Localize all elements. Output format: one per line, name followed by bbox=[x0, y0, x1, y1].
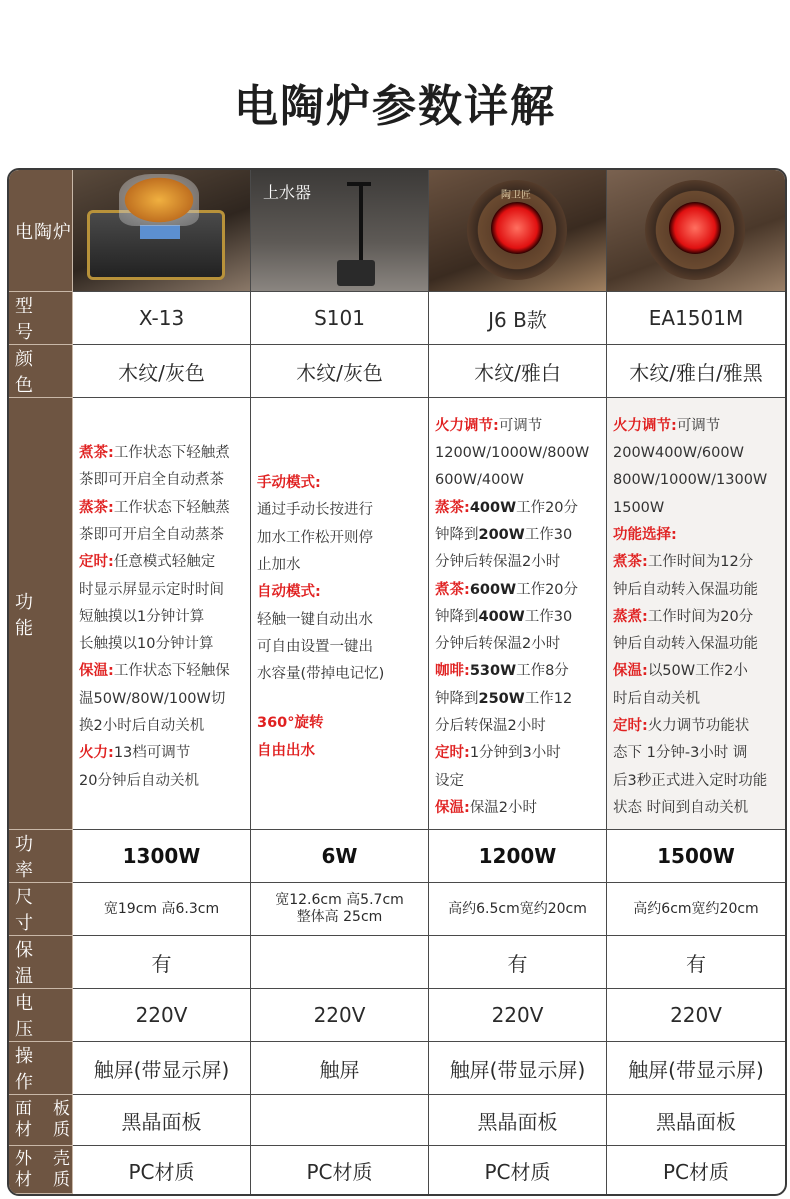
operation-cell: 触屏 bbox=[251, 1042, 429, 1095]
shell-cell: PC材质 bbox=[73, 1146, 251, 1194]
row-function bbox=[9, 398, 785, 830]
size-cell: 宽12.6cm 高5.7cm 整体高 25cm bbox=[251, 883, 429, 936]
voltage-cell: 220V bbox=[251, 989, 429, 1042]
power-cell: 6W bbox=[251, 830, 429, 883]
power-cell: 1200W bbox=[429, 830, 607, 883]
row-operation bbox=[9, 1042, 785, 1095]
product-image-1 bbox=[73, 170, 251, 292]
row-label-shell-material: 外 壳 材 质 bbox=[9, 1146, 73, 1194]
power-cell: 1300W bbox=[73, 830, 251, 883]
voltage-cell: 220V bbox=[607, 989, 785, 1042]
model-cell: EA1501M bbox=[607, 292, 785, 345]
shell-cell: PC材质 bbox=[251, 1146, 429, 1194]
row-color bbox=[9, 345, 785, 398]
function-cell: 手动模式: 通过手动长按进行 加水工作松开则停 止加水 自动模式: 轻触一键自动出水 可自由设置一键出 水容量(带掉电记忆) 360°旋转 自由出水 bbox=[251, 398, 429, 830]
row-keep-warm bbox=[9, 936, 785, 989]
page-title: 电陶炉参数详解 bbox=[234, 81, 556, 132]
row-panel-material bbox=[9, 1095, 785, 1146]
shell-cell: PC材质 bbox=[429, 1146, 607, 1194]
row-power bbox=[9, 830, 785, 883]
function-cell: 火力调节:可调节 1200W/1000W/800W 600W/400W 蒸茶:400W工作20分 钟降到200W工作30 分钟后转保温2小时 煮茶:600W工作20分 钟降到400W工作30 分钟后转保温2小时 咖啡:530W工作8分 钟降到250W工作12 分后转保温2小时 定时:1分钟到3小时 设定 保温:保温2小时 bbox=[429, 398, 607, 830]
function-cell: 火力调节:可调节 200W400W/600W 800W/1000W/1300W 1500W 功能选择: 煮茶:工作时间为12分 钟后自动转入保温功能 蒸煮:工作时间为20分 钟后自动转入保温功能 保温:以50W工作2小 时后自动关机 定时:火力调节功能状 态下 1分钟-3小时 调 后3秒正式进入定时功能 状态 时间到自动关机 bbox=[607, 398, 785, 830]
panel-cell: 黑晶面板 bbox=[429, 1095, 607, 1146]
row-label-model: 型号 bbox=[9, 292, 73, 345]
pump-base-icon bbox=[337, 260, 375, 286]
product-image-2 bbox=[251, 170, 429, 292]
operation-cell: 触屏(带显示屏) bbox=[607, 1042, 785, 1095]
size-cell: 宽19cm 高6.3cm bbox=[73, 883, 251, 936]
row-label-power: 功率 bbox=[9, 830, 73, 883]
row-label-panel-material: 面 板 材 质 bbox=[9, 1095, 73, 1146]
keep-warm-cell: 有 bbox=[607, 936, 785, 989]
function-cell: 煮茶:工作状态下轻触煮 茶即可开启全自动煮茶 蒸茶:工作状态下轻触蒸 茶即可开启全自动蒸茶 定时:任意模式轻触定 时显示屏显示定时时间 短触摸以1分钟计算 长触摸以10分钟计算 保温:工作状态下轻触保 温50W/80W/100W切 换2小时后自动关机 火力:13档可调节 20分钟后自动关机 bbox=[73, 398, 251, 830]
row-label-size: 尺寸 bbox=[9, 883, 73, 936]
panel-cell: 黑晶面板 bbox=[607, 1095, 785, 1146]
model-cell: J6 B款 bbox=[429, 292, 607, 345]
product-image-4 bbox=[607, 170, 785, 292]
shell-cell: PC材质 bbox=[662, 1159, 730, 1184]
round-hob-icon bbox=[645, 180, 745, 280]
row-label-function: 功能 bbox=[9, 398, 73, 830]
spec-table bbox=[7, 168, 787, 1196]
heating-coil-icon bbox=[491, 202, 543, 254]
color-cell: 木纹/雅白/雅黑 bbox=[607, 345, 785, 398]
row-label-keep-warm: 保温 bbox=[9, 936, 73, 989]
row-label-operation: 操作 bbox=[9, 1042, 73, 1095]
size-cell: 高约6cm宽约20cm bbox=[607, 883, 785, 936]
row-shell-material bbox=[9, 1146, 785, 1194]
image-tag: 上水器 bbox=[263, 183, 312, 202]
voltage-cell: 220V bbox=[429, 989, 607, 1042]
model-cell: X-13 bbox=[73, 292, 251, 345]
keep-warm-cell bbox=[251, 936, 429, 989]
color-cell: 木纹/灰色 bbox=[251, 345, 429, 398]
image-row bbox=[9, 170, 785, 292]
keep-warm-cell: 有 bbox=[429, 936, 607, 989]
row-label-color: 颜色 bbox=[9, 345, 73, 398]
row-voltage bbox=[9, 989, 785, 1042]
voltage-cell: 220V bbox=[73, 989, 251, 1042]
row-label-product: 电陶炉 bbox=[9, 170, 73, 292]
operation-cell: 触屏(带显示屏) bbox=[73, 1042, 251, 1095]
row-label-voltage: 电压 bbox=[9, 989, 73, 1042]
keep-warm-cell: 有 bbox=[73, 936, 251, 989]
panel-cell: 黑晶面板 bbox=[73, 1095, 251, 1146]
power-cell: 1500W bbox=[607, 830, 785, 883]
round-hob-icon: 陶卫匠 bbox=[467, 180, 567, 280]
color-cell: 木纹/雅白 bbox=[429, 345, 607, 398]
row-size bbox=[9, 883, 785, 936]
water-tube-icon bbox=[359, 184, 363, 262]
product-image-3 bbox=[429, 170, 607, 292]
model-cell: S101 bbox=[251, 292, 429, 345]
size-cell: 高约6.5cm宽约20cm bbox=[429, 883, 607, 936]
glass-kettle-icon bbox=[119, 174, 199, 226]
heating-coil-icon bbox=[669, 202, 721, 254]
panel-cell bbox=[251, 1095, 429, 1146]
operation-cell: 触屏(带显示屏) bbox=[429, 1042, 607, 1095]
color-cell: 木纹/灰色 bbox=[73, 345, 251, 398]
row-model bbox=[9, 292, 785, 345]
